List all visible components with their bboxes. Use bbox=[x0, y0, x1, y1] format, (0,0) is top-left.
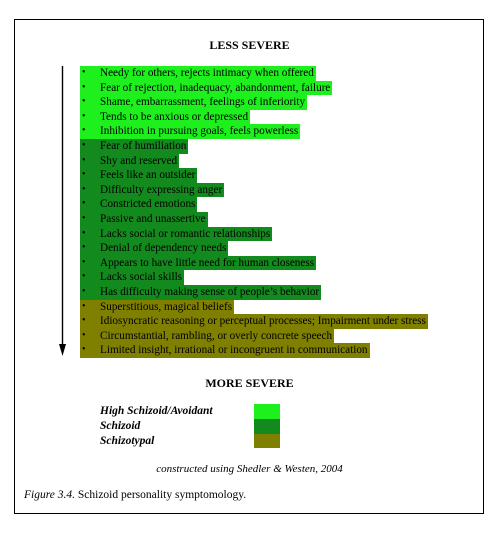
bullet-icon bbox=[80, 168, 98, 183]
symptom-text: Fear of humiliation bbox=[100, 139, 187, 152]
symptom-text: Circumstantial, rambling, or overly concrete speech bbox=[100, 329, 333, 342]
bullet-icon bbox=[80, 124, 98, 139]
figure-label: Figure 3.4. bbox=[24, 489, 75, 501]
symptom-text: Passive and unassertive bbox=[100, 212, 206, 225]
bullet-icon bbox=[80, 343, 98, 358]
more-severe-heading: MORE SEVERE bbox=[205, 376, 294, 390]
bullet-icon bbox=[80, 329, 98, 344]
symptom-text: Constricted emotions bbox=[100, 198, 196, 211]
bullet-icon bbox=[80, 256, 98, 271]
symptom-text: Has difficulty making sense of people’s behavior bbox=[100, 285, 320, 298]
bullet-icon bbox=[80, 285, 98, 300]
legend-label: Schizoid bbox=[100, 419, 141, 432]
legend-swatch bbox=[254, 404, 280, 419]
bullet-icon bbox=[80, 270, 98, 285]
figure-caption bbox=[24, 489, 246, 501]
bullet-icon bbox=[80, 183, 98, 198]
bullet-icon bbox=[80, 241, 98, 256]
bullet-icon bbox=[80, 66, 98, 81]
bullet-icon bbox=[80, 81, 98, 96]
figure-caption-text: Schizoid personality symptomology. bbox=[75, 489, 247, 501]
bullet-icon bbox=[80, 227, 98, 242]
symptom-text: Inhibition in pursuing goals, feels powerless bbox=[100, 125, 299, 138]
symptom-text: Denial of dependency needs bbox=[100, 242, 227, 255]
symptom-text: Needy for others, rejects intimacy when offered bbox=[100, 67, 314, 79]
symptom-text: Fear of rejection, inadequacy, abandonment, failure bbox=[100, 81, 331, 94]
symptom-text: Limited insight, irrational or incongruent in communication bbox=[100, 344, 368, 357]
symptom-text: Shame, embarrassment, feelings of inferiority bbox=[100, 96, 306, 109]
legend-label: High Schizoid/Avoidant bbox=[100, 405, 213, 417]
bullet-icon bbox=[80, 110, 98, 125]
source-credit: constructed using Shedler & Westen, 2004 bbox=[156, 463, 343, 475]
bullet-icon bbox=[80, 314, 98, 329]
severity-arrow-icon bbox=[59, 66, 66, 356]
bullet-icon bbox=[80, 154, 98, 169]
symptom-text: Difficulty expressing anger bbox=[100, 183, 223, 196]
legend-swatch bbox=[254, 434, 280, 449]
symptom-text: Appears to have little need for human closeness bbox=[100, 256, 315, 269]
symptom-text: Idiosyncratic reasoning or perceptual processes; Impairment under stress bbox=[100, 315, 426, 328]
symptom-text: Shy and reserved bbox=[100, 154, 178, 167]
bullet-icon bbox=[80, 139, 98, 154]
legend-label: Schizotypal bbox=[100, 434, 155, 447]
bullet-icon bbox=[80, 300, 98, 315]
less-severe-heading: LESS SEVERE bbox=[209, 38, 290, 52]
symptom-text: Lacks social or romantic relationships bbox=[100, 227, 271, 240]
bullet-icon bbox=[80, 212, 98, 227]
symptom-text: Lacks social skills bbox=[100, 271, 183, 284]
symptom-text: Feels like an outsider bbox=[100, 169, 196, 182]
bullet-icon bbox=[80, 197, 98, 212]
symptom-text: Tends to be anxious or depressed bbox=[100, 110, 249, 123]
legend-swatch bbox=[254, 419, 280, 434]
symptom-text: Superstitious, magical beliefs bbox=[100, 300, 233, 313]
bullet-icon bbox=[80, 95, 98, 110]
